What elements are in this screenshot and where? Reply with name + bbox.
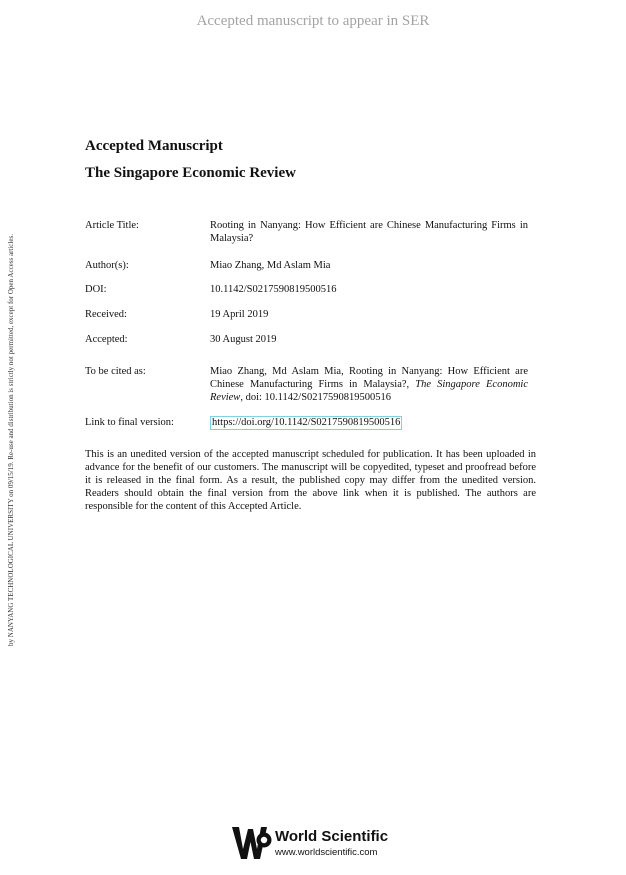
final-version-link[interactable]: https://doi.org/10.1142/S0217590819500516 (212, 417, 401, 428)
publisher-url: www.worldscientific.com (275, 847, 378, 858)
authors-value: Miao Zhang, Md Aslam Mia (210, 260, 331, 271)
accepted-manuscript-heading: Accepted Manuscript (85, 138, 223, 154)
received-label: Received: (85, 309, 127, 320)
world-scientific-logo-icon (231, 823, 273, 861)
citation-prefix: Miao Zhang, Md Aslam Mia, Rooting in Nanyang: How Efficient are Chinese Manufacturing Firms in Malaysia?, (210, 366, 528, 390)
citation-suffix: , doi: 10.1142/S0217590819500516 (240, 392, 392, 403)
authors-label: Author(s): (85, 260, 129, 271)
disclaimer-paragraph: This is an unedited version of the accepted manuscript scheduled for publication. It has been uploaded in advance for the benefit of our customers. The manuscript will be copyedited, typeset and proofread before it is released in the final form. As a result, the published copy may differ from the unedited version. Readers should obtain the final version from the above link when it is published. The authors are responsible for the content of this Accepted Article. (85, 449, 536, 512)
doi-value: 10.1142/S0217590819500516 (210, 284, 337, 295)
citation-journal: The Singapore Economic Review (210, 379, 529, 403)
citation-text (210, 365, 528, 404)
cite-label: To be cited as: (85, 366, 146, 377)
side-download-note: by NANYANG TECHNOLOGICAL UNIVERSITY on 09/15/19. Re-use and distribution is strictly not permitted, except for Open Access articles. (7, 234, 15, 646)
journal-heading: The Singapore Economic Review (85, 165, 296, 181)
title-value: Rooting in Nanyang: How Efficient are Chinese Manufacturing Firms in Malaysia? (210, 220, 528, 244)
link-value-wrap (210, 416, 528, 430)
accepted-value: 30 August 2019 (210, 334, 277, 345)
accepted-label: Accepted: (85, 334, 128, 345)
publisher-logo (231, 823, 401, 863)
received-value: 19 April 2019 (210, 309, 269, 320)
header-note: Accepted manuscript to appear in SER (196, 13, 430, 29)
title-label: Article Title: (85, 220, 139, 231)
link-label: Link to final version: (85, 417, 174, 428)
doi-label: DOI: (85, 284, 107, 295)
publisher-name: World Scientific (275, 828, 389, 845)
